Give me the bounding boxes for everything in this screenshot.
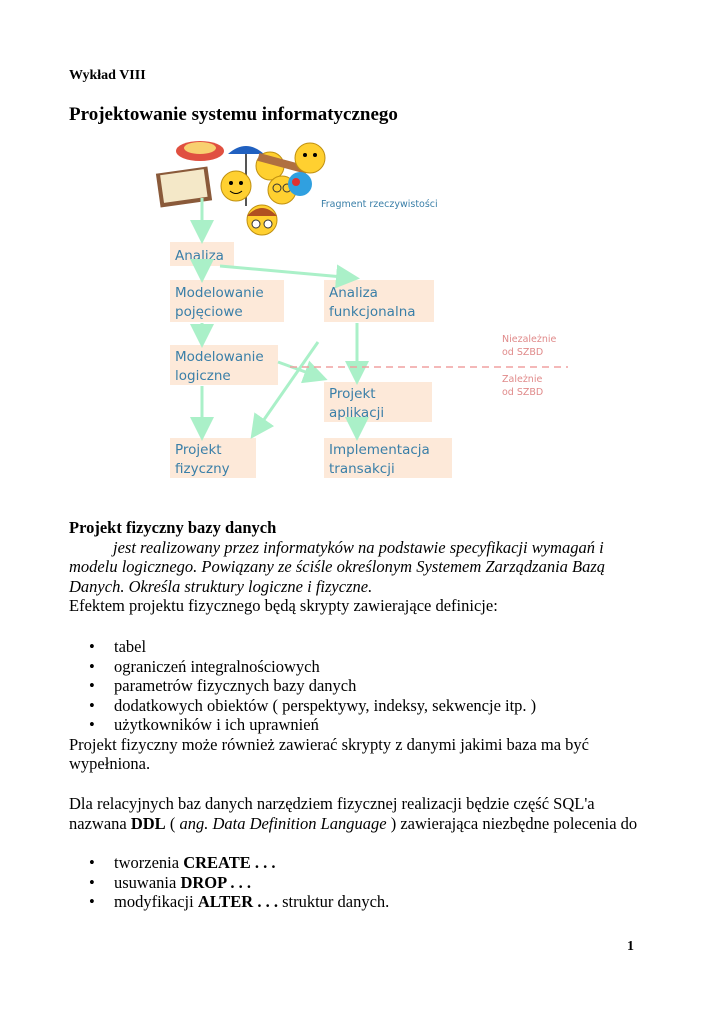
after-line-1: Projekt fizyczny może również zawierać skrypty z danymi jakimi baza ma być: [69, 734, 589, 754]
list-item: • tabel: [89, 637, 147, 656]
dependent-label-line1: Zależnie: [502, 374, 543, 385]
definitions-list-block: [69, 637, 669, 774]
list-item: • usuwania DROP . . .: [89, 872, 252, 892]
definitions-list: [69, 637, 669, 735]
design-process-diagram: [150, 136, 570, 482]
ddl-line-1: Dla relacyjnych baz danych narzędziem fizycznej realizacji będzie część SQL'a: [69, 794, 595, 813]
independent-label-line1: Niezależnie: [502, 334, 557, 345]
page-title: Projektowanie systemu informatycznego: [69, 104, 398, 125]
section-heading: Projekt fizyczny bazy danych: [69, 518, 277, 537]
italic-line-3: Danych. Określa struktury logiczne i fizyczne.: [69, 576, 373, 596]
ddl-line-2: nazwana DDL ( ang. Data Definition Language ) zawierająca niezbędne polecenia do: [69, 813, 638, 833]
after-line-2: wypełniona.: [69, 754, 151, 773]
reality-clipart-illustration: [156, 141, 325, 235]
lecture-number: Wykład VIII: [69, 68, 146, 83]
modelowanie-pojeciowe-line2: pojęciowe: [175, 304, 243, 320]
dependent-label-line2: od SZBD: [502, 387, 544, 398]
intro-line: Efektem projektu fizycznego będą skrypty zawierające definicje:: [69, 596, 498, 615]
page-number: 1: [627, 939, 634, 954]
implementacja-line2: transakcji: [329, 461, 395, 477]
physical-design-section: [69, 518, 669, 616]
analiza-label: Analiza: [175, 248, 224, 264]
independent-label-line2: od SZBD: [502, 347, 544, 358]
analiza-funkcjonalna-line2: funkcjonalna: [329, 304, 416, 320]
italic-line-1: jest realizowany przez informatyków na podstawie specyfikacji wymagań i: [113, 537, 604, 557]
list-item: • tworzenia CREATE . . .: [89, 853, 276, 872]
projekt-fizyczny-line2: fizyczny: [175, 461, 230, 477]
list-item: • parametrów fizycznych bazy danych: [89, 676, 357, 695]
modelowanie-logiczne-line1: Modelowanie: [175, 349, 264, 365]
commands-list-block: [69, 853, 669, 912]
ddl-paragraph: [69, 794, 669, 833]
list-item: • ograniczeń integralnościowych: [89, 656, 320, 676]
modelowanie-pojeciowe-line1: Modelowanie: [175, 285, 264, 301]
fragment-label: Fragment rzeczywistości: [321, 199, 438, 210]
projekt-fizyczny-line1: Projekt: [175, 442, 222, 458]
projekt-aplikacji-line1: Projekt: [329, 386, 376, 402]
projekt-aplikacji-line2: aplikacji: [329, 405, 385, 421]
modelowanie-logiczne-line2: logiczne: [175, 368, 231, 384]
commands-list: [69, 853, 669, 912]
italic-line-2: modelu logicznego. Powiązany ze ściśle określonym Systemem Zarządzania Bazą: [69, 557, 606, 576]
list-item: • użytkowników i ich uprawnień: [89, 715, 319, 734]
list-item: • modyfikacji ALTER . . . struktur danych.: [89, 892, 390, 911]
list-item: • dodatkowych obiektów ( perspektywy, indeksy, sekwencje itp. ): [89, 695, 537, 715]
analiza-funkcjonalna-line1: Analiza: [329, 285, 378, 301]
implementacja-line1: Implementacja: [329, 442, 430, 458]
